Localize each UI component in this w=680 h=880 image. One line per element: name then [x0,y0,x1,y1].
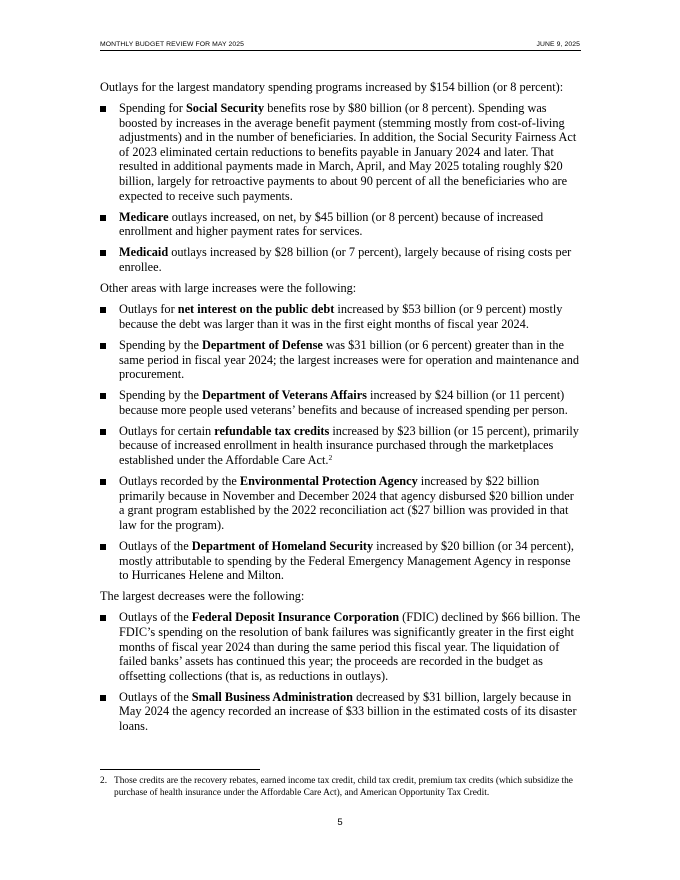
item-text-pre: Spending for [119,101,186,116]
square-bullet-icon [100,393,106,399]
item-text-post: benefits rose by $80 billion (or 8 percent). Spending was boosted by increases in the average benefit payment (stemming mostly from cost-of-living adjustments) and in the number of beneficiaries. In addition, the Social Security Fairness Act of 2023 eliminated certain reductions to benefits payable in January 2024 and later. That resulted in additional payments made in March, April, and May 2025 totaling roughly $20 billion, largely for retroactive payments to about 90 percent of all the beneficiaries who are expected to receive such payments. [119,101,577,203]
item-text-post: (FDIC) declined by $66 billion. The FDIC’s spending on the resolution of bank failures was significantly greater in the first eight months of fiscal year 2024 than during the same period this fiscal year. The liquidation of failed banks’ assets has continued this year; the proceeds are recorded in the budget as offsetting collections (that is, as reductions in outlays). [119,610,581,683]
item-subject: Department of Veterans Affairs [202,388,367,403]
footnote-number: 2. [100,776,108,786]
item-text-post: was $31 billion (or 6 percent) greater than in the same period in fiscal year 2024; the largest increases were for operation and maintenance and procurement. [119,337,580,382]
item-text-post: increased by $23 billion (or 15 percent), primarily because of increased enrollment in health insurance purchased through the marketplaces established under the Affordable Care Act. [119,423,579,468]
item-text-pre: Outlays of the [119,539,192,554]
body-text [100,80,581,740]
decreases-intro: The largest decreases were the following: [100,589,305,604]
mandatory-intro: Outlays for the largest mandatory spending programs increased by $154 billion (or 8 percent): [100,80,564,94]
item-text-post: outlays increased, on net, by $45 billion (or 8 percent) because of increased enrollment and higher payment rates for services. [119,209,544,239]
running-header [100,41,580,48]
square-bullet-icon [100,695,106,701]
list-item [100,424,581,468]
increases-list [100,302,581,583]
item-subject: refundable tax credits [214,423,330,438]
decreases-list [100,610,581,733]
item-text-pre: Outlays for [119,302,178,317]
item-text-post: increased by $53 billion (or 9 percent) mostly because the debt was larger than it was in the first eight months of fiscal year 2024. [119,302,563,331]
square-bullet-icon [100,479,106,485]
item-text-pre: Outlays for certain [119,423,215,438]
square-bullet-icon [100,429,106,435]
item-text-pre: Spending by the [119,388,202,403]
item-text-post: increased by $20 billion (or 34 percent), mostly attributable to spending by the Federal Emergency Management Agency in response to Hurricanes Helene and Milton. [119,539,574,583]
item-text-pre: Spending by the [119,337,202,352]
list-item [100,338,581,382]
list-item [100,210,581,239]
list-item [100,690,581,734]
square-bullet-icon [100,544,106,550]
item-text-pre: Outlays recorded by the [119,474,240,489]
page-number: 5 [337,817,343,828]
footnote-reference: 2 [328,453,333,463]
item-subject: Small Business Administration [191,689,354,704]
list-item [100,610,581,683]
increases-intro: Other areas with large increases were the following: [100,281,357,296]
item-subject: net interest on the public debt [177,302,335,317]
square-bullet-icon [100,615,106,621]
item-subject: Department of Homeland Security [191,539,374,554]
item-subject: Social Security [185,101,265,116]
list-item [100,302,581,331]
item-subject: Medicaid [119,245,169,260]
footnote-text: Those credits are the recovery rebates, earned income tax credit, child tax credit, premium tax credits (which subsidize the purchase of health insurance under the Affordable Care Act), and American Opportunity Tax Credit. [114,776,573,798]
list-item [100,539,581,583]
item-text-pre: Outlays of the [119,689,192,704]
header-title: MONTHLY BUDGET REVIEW FOR MAY 2025 [100,41,245,48]
list-item [100,101,581,203]
header-rule [100,50,581,51]
item-text-post: increased by $24 billion (or 11 percent) because more people used veterans’ benefits and because of increased spending per person. [119,388,568,417]
item-subject: Medicare [119,209,169,224]
footnote-rule [100,769,260,770]
square-bullet-icon [100,307,106,313]
item-subject: Department of Defense [202,337,323,352]
item-text-post: outlays increased by $28 billion (or 7 percent), largely because of rising costs per enrollee. [119,245,572,275]
header-date: JUNE 9, 2025 [536,41,580,48]
list-item [100,474,581,532]
item-text-post: increased by $22 billion primarily because in November and December 2024 that agency disbursed $20 billion under a grant program established by the 2022 reconciliation act ($27 billion was provided in that law for the program). [119,474,574,532]
list-item [100,245,581,274]
mandatory-list [100,101,581,275]
square-bullet-icon [100,250,106,256]
item-subject: Federal Deposit Insurance Corporation [191,610,400,625]
square-bullet-icon [100,343,106,349]
item-text-pre: Outlays of the [119,610,192,625]
footnote [100,776,580,799]
square-bullet-icon [100,106,106,112]
item-subject: Environmental Protection Agency [239,474,418,489]
list-item [100,388,581,417]
item-text-post: decreased by $31 billion, largely because in May 2024 the agency recorded an increase of $33 billion in the estimated costs of its disaster loans. [119,689,577,734]
square-bullet-icon [100,215,106,221]
